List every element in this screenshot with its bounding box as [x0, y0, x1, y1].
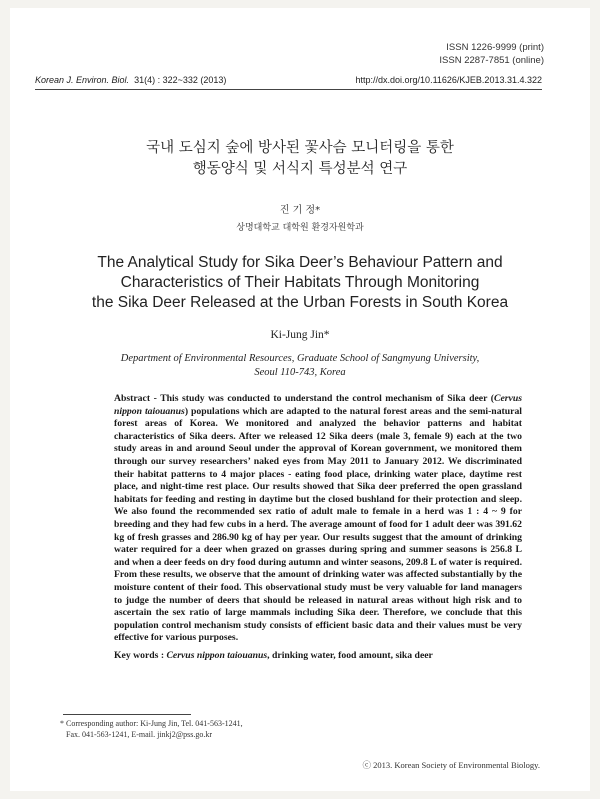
- english-title: [30, 253, 570, 313]
- korean-affiliation: 상명대학교 대학원 환경자원학과: [236, 223, 364, 233]
- abstract-text: ) populations which are adapted to the natural forest areas and the semi-natural forest areas of Korea. We monitored and analyzed the behavior patterns and habitat characteristics of Sika deers. After we released 12 Sika deers (male 3, female 9) each at the two study areas in and around Seoul under the approval of Korean government, we monitored them through our survey researchers’ naked eyes from May 2011 to January 2012. We discriminated their habitat patterns to 4 major places - eating food place, drinking water place, daytime rest place, and night-time rest place. Our results showed that Sika deer preferred the open grassland habitats for feeding and resting in daytime but the closed bushland for their protection and sleep. We also found the recommended sex ratio of adult male to female in a herd was 1 : 4 ~ 9 for breeding and they had few cubs in a herd. The average amount of food for 1 adult deer was 391.62 kg of fresh grasses and 286.90 kg of hay per year. Our results suggest that the amount of drinking water required for a deer when grazed on grasses during spring and summer seasons is 256.8 L and when a deer feeds on dry food during autumn and winter seasons, 209.8 L of water is required. From these results, we observe that the amount of drinking water was affected substantially by the moisture content of their food. This observational study must be very valuable for land managers to judge the number of deers that should be released in natural areas without high risk and to ascertain the sex ratio of large mammals including Sika deer. Therefore, we conclude that this population control mechanism study consists of efficient basic data and their values must be very effective for various purposes.: [114, 405, 522, 644]
- issn-block: [439, 42, 544, 67]
- korean-title: [30, 138, 570, 180]
- affiliation-line: Seoul 110-743, Korea: [254, 367, 346, 378]
- footnote: [60, 719, 243, 740]
- korean-title-line: 행동양식 및 서식지 특성분석 연구: [192, 161, 408, 177]
- keywords-rest: , drinking water, food amount, sika deer: [267, 650, 433, 661]
- abstract-label: Abstract: [114, 393, 151, 404]
- issn-print: ISSN 1226-9999 (print): [446, 42, 544, 53]
- copyright: ⓒ 2013. Korean Society of Environmental Biology.: [362, 760, 540, 770]
- english-title-line: the Sika Deer Released at the Urban Forests in South Korea: [91, 294, 509, 311]
- footnote-line: Fax. 041-563-1241, E-mail. jinkj2@pss.go.kr: [66, 729, 213, 739]
- abstract-separator: -: [150, 393, 161, 404]
- english-title-line: The Analytical Study for Sika Deer’s Behaviour Pattern and: [97, 254, 503, 271]
- footnote-rule: [63, 714, 191, 715]
- footnote-line: * Corresponding author: Ki-Jung Jin, Tel. 041-563-1241,: [60, 719, 243, 728]
- affiliation-line: Department of Environmental Resources, Graduate School of Sangmyung University,: [120, 353, 480, 364]
- keywords-label: Key words :: [114, 650, 167, 661]
- journal-header: [35, 75, 542, 85]
- keywords: [114, 650, 544, 661]
- journal-citation: [35, 75, 226, 85]
- english-affiliation: [10, 352, 590, 380]
- korean-author: 진 기 정*: [279, 205, 321, 216]
- korean-title-line: 국내 도심지 숲에 방사된 꽃사슴 모니터링을 통한: [146, 140, 454, 156]
- english-title-line: Characteristics of Their Habitats Through Monitoring: [120, 274, 480, 291]
- keywords-species: Cervus nippon taiouanus: [166, 650, 268, 661]
- abstract-species: Cervus nippon taiouanus: [114, 393, 522, 417]
- doi-link[interactable]: http://dx.doi.org/10.11626/KJEB.2013.31.4.322: [355, 75, 542, 85]
- abstract: [114, 393, 522, 645]
- english-author: Ki-Jung Jin*: [270, 329, 330, 341]
- issn-online: ISSN 2287-7851 (online): [439, 54, 544, 66]
- journal-name: Korean J. Environ. Biol.: [35, 75, 130, 85]
- paper-page: [10, 8, 590, 791]
- journal-volume-pages: 31(4) : 322~332 (2013): [134, 75, 227, 85]
- abstract-text: This study was conducted to understand the control mechanism of Sika deer (: [160, 393, 494, 404]
- header-rule: [35, 89, 542, 90]
